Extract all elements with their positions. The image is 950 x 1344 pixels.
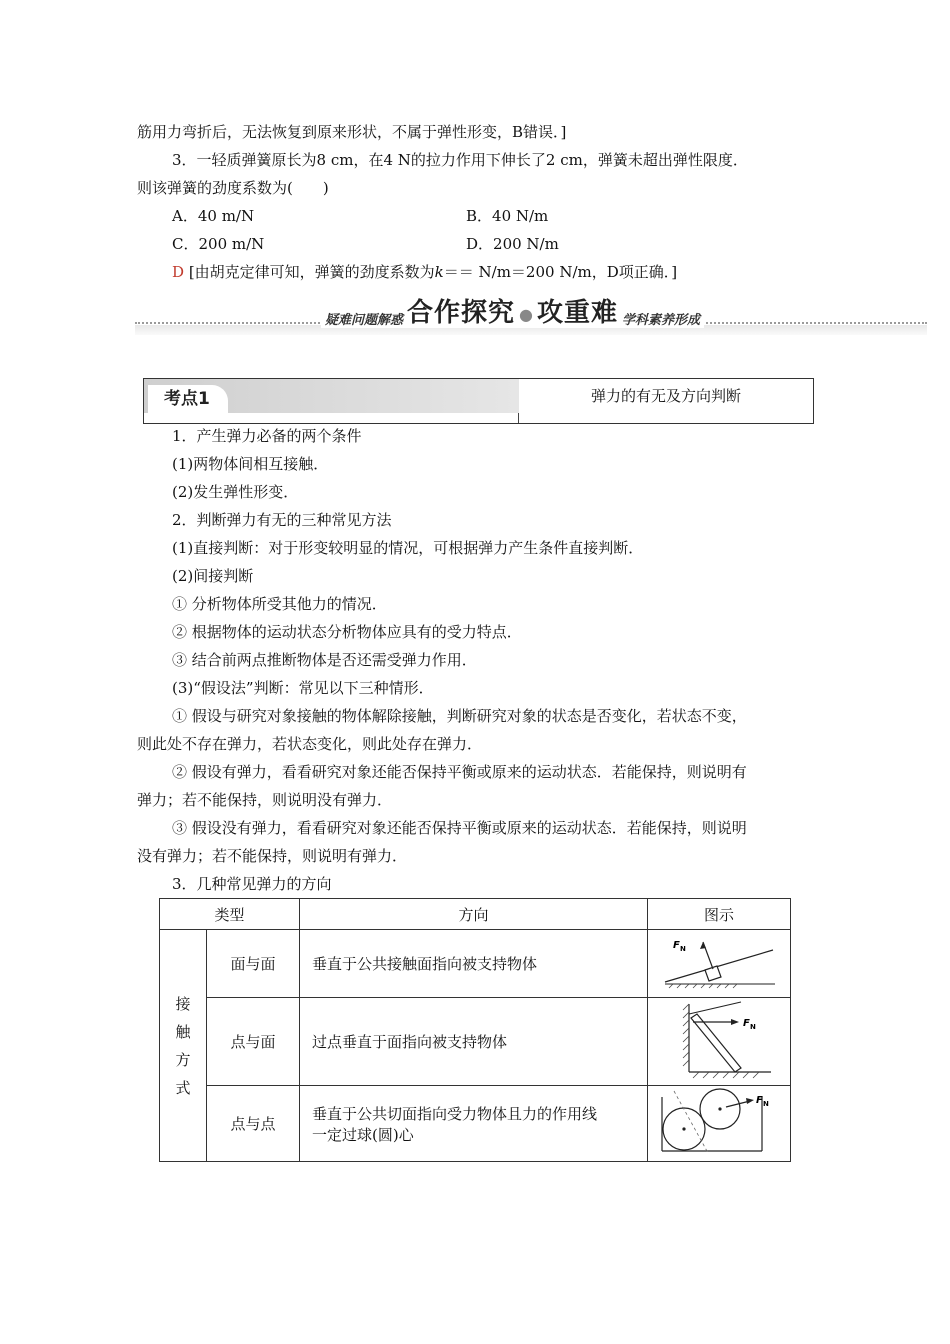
topic-title: 弹力的有无及方向判断: [590, 387, 741, 405]
row-type: 点与面: [207, 998, 300, 1086]
body-line: ② 假设有弹力，看看研究对象还能否保持平衡或原来的运动状态．若能保持，则说明有: [172, 763, 747, 781]
row-direction-line1: 垂直于公共切面指向受力物体且力的作用线: [312, 1104, 598, 1123]
question-3-line1: 3．一轻质弹簧原长为8 cm，在4 N的拉力作用下伸长了2 cm，弹簧未超出弹性限度．: [172, 151, 748, 169]
topic-divider: [518, 413, 519, 423]
body-line: (1)直接判断：对于形变较明显的情况，可根据弹力产生条件直接判断．: [172, 539, 644, 557]
row-direction: 垂直于公共接触面指向被支持物体: [300, 930, 648, 998]
option-b: B．40 N/m: [466, 207, 549, 225]
fn-sub: N: [750, 1022, 756, 1031]
rod-wall-diagram: [659, 1000, 779, 1080]
table-row: [160, 1086, 791, 1162]
body-line: (2)间接判断: [172, 567, 254, 585]
body-line: 2．判断弹力有无的三种常见方法: [172, 511, 392, 529]
body-line: (2)发生弹性形变．: [172, 483, 299, 501]
body-line: ③ 假设没有弹力，看看研究对象还能否保持平衡或原来的运动状态．若能保持，则说明: [172, 819, 747, 837]
incline-block-diagram: [659, 932, 779, 992]
answer-k: k: [434, 263, 444, 281]
row-type: 点与点: [207, 1086, 300, 1162]
two-balls-diagram: [656, 1087, 782, 1157]
figure-point-surface: [648, 998, 791, 1086]
fn-label: F: [743, 1017, 750, 1029]
topic-heading-box: [143, 378, 814, 424]
header-direction: 方向: [300, 899, 648, 930]
banner-left-small: 疑难问题解惑: [325, 313, 404, 328]
figure-surface-surface: [648, 930, 791, 998]
question-3-line2: 则该弹簧的劲度系数为( ): [137, 179, 329, 197]
answer-pre: [由胡克定律可知，弹簧的劲度系数为: [188, 263, 435, 281]
figure-point-point: [648, 1086, 791, 1162]
answer-post: ＝＝ N/m＝200 N/m，D项正确．]: [443, 263, 678, 281]
row-direction: 过点垂直于面指向被支持物体: [300, 998, 648, 1086]
banner-text: [321, 298, 704, 328]
banner-right-small: 学科素养形成: [622, 313, 701, 328]
section-banner: [135, 298, 927, 338]
body-line: ① 假设与研究对象接触的物体解除接触，判断研究对象的状态是否变化，若状态不变，: [172, 707, 747, 725]
table-row: [160, 998, 791, 1086]
table-header-row: [160, 899, 791, 930]
banner-right-big: 攻重难: [537, 298, 619, 328]
fn-label: F: [673, 939, 680, 951]
banner-left-big: 合作探究: [407, 298, 516, 328]
body-line: 没有弹力；若不能保持，则说明有弹力．: [137, 847, 408, 865]
option-a: A．40 m/N: [172, 207, 255, 225]
fn-sub: N: [763, 1099, 769, 1108]
header-figure: 图示: [648, 899, 791, 930]
body-line: 3．几种常见弹力的方向: [172, 875, 332, 893]
body-line: 则此处不存在弹力，若状态变化，则此处存在弹力．: [137, 735, 483, 753]
option-c: C．200 m/N: [172, 235, 265, 253]
row-direction-line2: 一定过球(圆)心: [312, 1125, 414, 1144]
body-line: ③ 结合前两点推断物体是否还需受弹力作用．: [172, 651, 477, 669]
body-line: ① 分析物体所受其他力的情况．: [172, 595, 387, 613]
header-type: 类型: [160, 899, 300, 930]
banner-arrow-icon: ●: [519, 305, 533, 324]
answer-explanation: [172, 262, 677, 282]
row-type: 面与面: [207, 930, 300, 998]
body-line: (1)两物体间相互接触．: [172, 455, 329, 473]
fn-label: F: [756, 1094, 763, 1106]
body-line: 1．产生弹力必备的两个条件: [172, 427, 362, 445]
option-d: D．200 N/m: [466, 235, 559, 253]
row-direction: [300, 1086, 648, 1162]
body-line: ② 根据物体的运动状态分析物体应具有的受力特点．: [172, 623, 522, 641]
contact-mode-label: 接 触 方 式: [160, 930, 207, 1162]
body-line: 弹力；若不能保持，则说明没有弹力．: [137, 791, 393, 809]
prev-answer-tail: 筋用力弯折后，无法恢复到原来形状，不属于弹性形变，B错误．]: [137, 123, 567, 141]
fn-sub: N: [680, 944, 686, 953]
body-line: (3)“假设法”判断：常见以下三种情形．: [172, 679, 434, 697]
table-row: [160, 930, 791, 998]
answer-letter: D: [172, 263, 185, 281]
elastic-force-direction-table: [159, 898, 791, 1162]
topic-badge: 考点1: [148, 385, 228, 413]
